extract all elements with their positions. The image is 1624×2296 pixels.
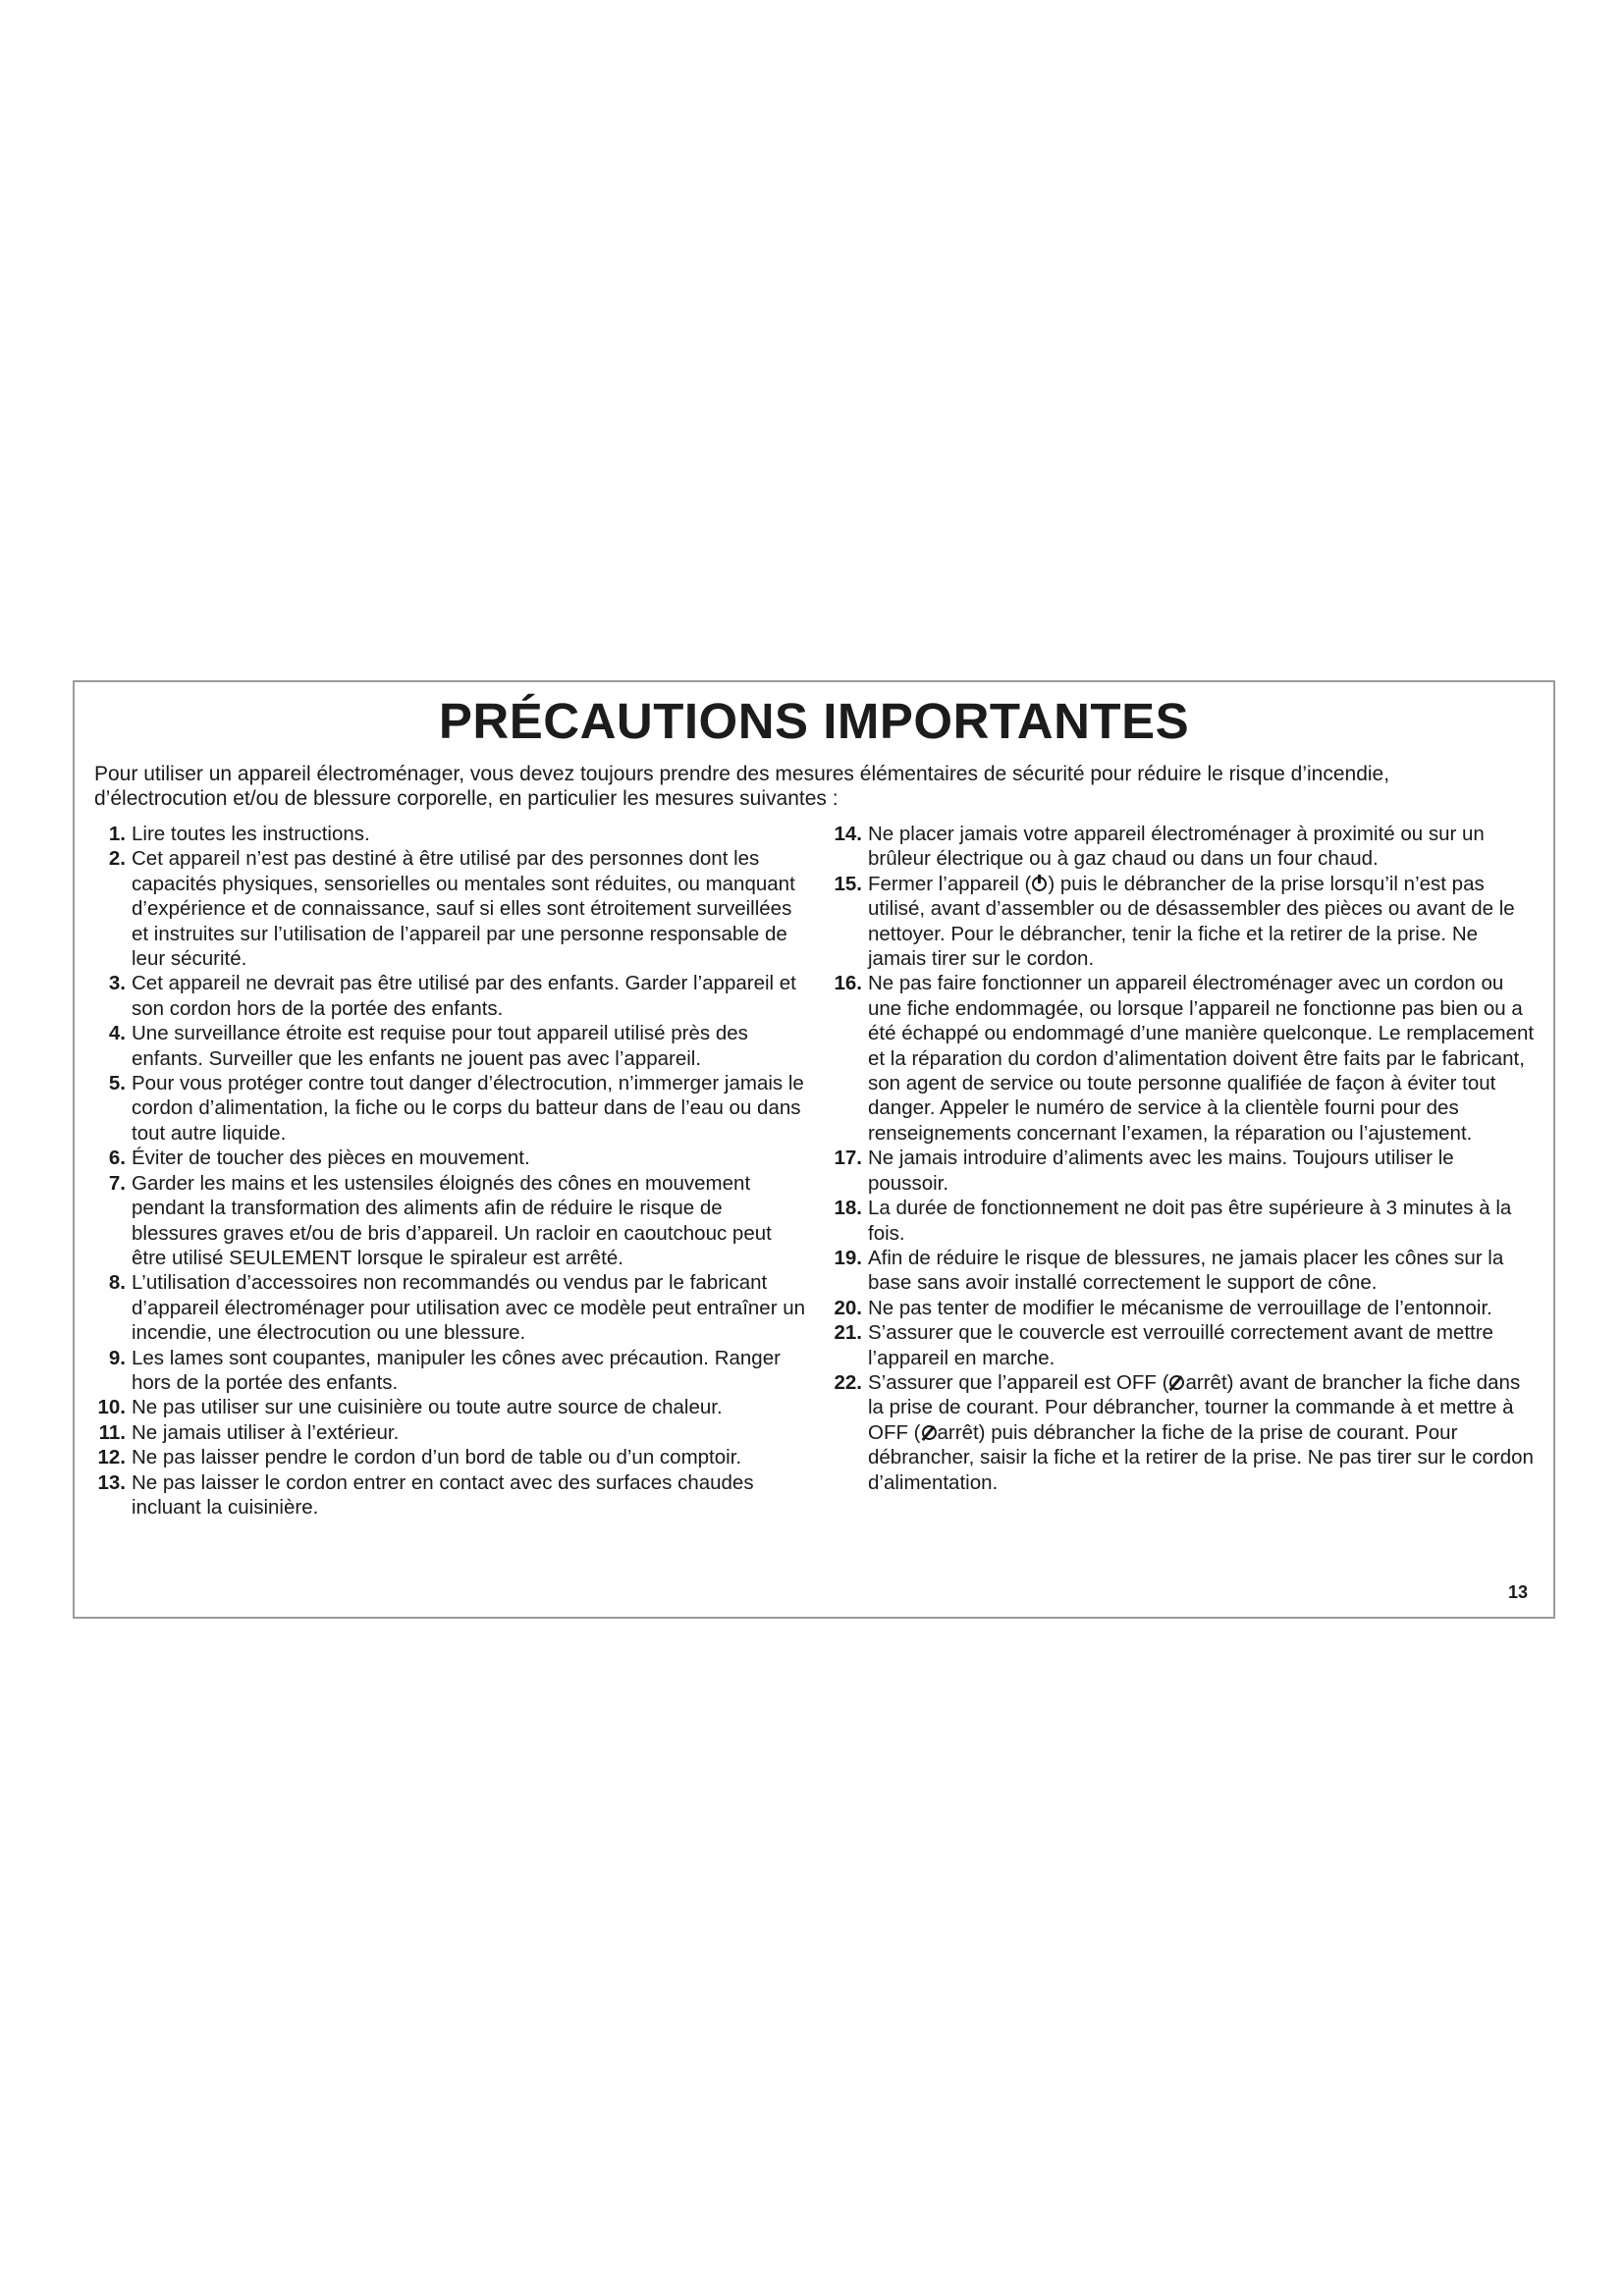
item-text: Afin de réduire le risque de blessures, ne jamais placer les cônes sur la base sans avoir installé correctement le support de cône.: [868, 1246, 1504, 1295]
item-number: 20.: [834, 1296, 862, 1319]
list-item: [94, 1346, 811, 1396]
item-number: 14.: [834, 823, 862, 845]
off-icon: [1169, 1375, 1184, 1390]
item-text: Une surveillance étroite est requise pour tout appareil utilisé près des enfants. Surveiller que les enfants ne jouent pas avec l’appareil.: [132, 1022, 748, 1070]
item-text: S’assurer que le couvercle est verrouillé correctement avant de mettre l’appareil en marche.: [868, 1321, 1493, 1369]
list-item: [94, 1470, 811, 1521]
item-text: Ne pas laisser pendre le cordon d’un bord de table ou d’un comptoir.: [132, 1446, 742, 1469]
item-text: Cet appareil ne devrait pas être utilisé par des enfants. Garder l’appareil et son cordon hors de la portée des enfants.: [132, 972, 796, 1020]
list-item: [94, 1270, 811, 1345]
item-number: 13.: [97, 1470, 126, 1494]
list-item: [94, 971, 811, 1021]
page-number: 13: [1507, 1582, 1528, 1602]
item-number: 2.: [108, 847, 126, 871]
item-text: ) puis le débrancher de la prise lorsqu’il n’est pas utilisé, avant d’assembler ou de désassembler des pièces ou avant de le nettoyer. Pour le débrancher, tenir la fiche et la retirer de la prise. Ne jamais tirer sur le cordon.: [868, 872, 1515, 971]
item-text: arrêt) avant de brancher la fiche dans la prise de courant. Pour débrancher, tourner la commande à et mettre à OFF (: [868, 1370, 1521, 1444]
list-item: [831, 1320, 1540, 1370]
item-number: 10.: [97, 1396, 126, 1419]
item-text: La durée de fonctionnement ne doit pas être supérieure à 3 minutes à la fois.: [868, 1197, 1512, 1245]
item-number: 4.: [108, 1022, 126, 1045]
list-item: [831, 1196, 1540, 1246]
list-item: [831, 822, 1540, 872]
item-number: 11.: [98, 1420, 126, 1444]
list-item: [831, 1296, 1540, 1320]
list-item: [831, 971, 1540, 1146]
item-number: 6.: [108, 1147, 126, 1170]
item-number: 1.: [108, 823, 126, 845]
item-number: 9.: [108, 1346, 126, 1369]
item-text: Garder les mains et les ustensiles éloignés des cônes en mouvement pendant la transformation des aliments afin de réduire le risque de blessures graves et/ou de bris d’appareil. Un racloir en caoutchouc peut être utilisé SEULEMENT lorsque le spiraleur est arrêté.: [132, 1171, 772, 1269]
list-item: [831, 1246, 1540, 1296]
item-text: Cet appareil n’est pas destiné à être utilisé par des personnes dont les capacités physiques, sensorielles ou mentales sont réduites, ou manquant d’expérience et de connaissance, sauf si elles sont étroitement surveillées et instruites sur l’utilisation de l’appareil par une personne responsable de leur sécurité.: [132, 847, 795, 971]
item-text: Pour vous protéger contre tout danger d’électrocution, n’immerger jamais le cordon d’alimentation, la fiche ou le corps du batteur dans de l’eau ou dans tout autre liquide.: [132, 1072, 804, 1145]
list-item: [831, 872, 1540, 972]
item-text: Ne pas faire fonctionner un appareil électroménager avec un cordon ou une fiche endommagée, ou lorsque l’appareil ne fonctionne pas bien ou a été échappé ou endommagé d’une manière quelconque. Le remplacement et la réparation du cordon d’alimentation doivent être faits par le fabricant, son agent de service ou toute personne qualifiée de façon à éviter tout danger. Appeler le numéro de service à la clientèle fourni pour des renseignements concernant l’examen, la réparation ou l’ajustement.: [868, 972, 1535, 1145]
item-text: Les lames sont coupantes, manipuler les cônes avec précaution. Ranger hors de la portée des enfants.: [132, 1346, 781, 1394]
item-number: 16.: [834, 972, 862, 995]
list-item: [94, 822, 811, 846]
item-text: Lire toutes les instructions.: [132, 823, 370, 845]
item-text: Ne pas tenter de modifier le mécanisme de verrouillage de l’entonnoir.: [868, 1296, 1492, 1319]
item-number: 12.: [97, 1446, 126, 1469]
item-number: 3.: [108, 972, 126, 995]
item-text: Ne placer jamais votre appareil électroménager à proximité ou sur un brûleur électrique ou à gaz chaud ou dans un four chaud.: [868, 823, 1485, 871]
item-number: 22.: [834, 1370, 862, 1394]
list-item: [94, 1420, 811, 1445]
item-number: 8.: [108, 1271, 126, 1295]
item-text: S’assurer que l’appareil est OFF (: [868, 1370, 1169, 1394]
list-item: [94, 1171, 811, 1271]
list-item: [94, 1445, 811, 1469]
intro-paragraph: Pour utiliser un appareil électroménager, vous devez toujours prendre des mesures élémentaires de sécurité pour réduire le risque d’incendie, d’électrocution et/ou de blessure corporelle, en particulier les mesures suivantes :: [94, 763, 1390, 810]
item-number: 21.: [834, 1321, 862, 1345]
power-icon: [1032, 877, 1047, 891]
item-text: arrêt) puis débrancher la fiche de la prise de courant. Pour débrancher, saisir la fiche et la retirer de la prise. Ne pas tirer sur le cordon d’alimentation.: [868, 1420, 1534, 1494]
item-number: 15.: [834, 872, 862, 895]
item-text: Fermer l’appareil (: [868, 872, 1032, 895]
item-text: Ne pas utiliser sur une cuisinière ou toute autre source de chaleur.: [132, 1396, 723, 1419]
off-icon: [922, 1425, 937, 1440]
item-text: Ne jamais utiliser à l’extérieur.: [132, 1420, 400, 1444]
list-item: [94, 1071, 811, 1146]
precautions-box: [73, 680, 1555, 1619]
list-item: [94, 1395, 811, 1419]
list-item: [831, 1146, 1540, 1196]
item-text: Ne jamais introduire d’aliments avec les mains. Toujours utiliser le poussoir.: [868, 1147, 1454, 1195]
item-text: Ne pas laisser le cordon entrer en contact avec des surfaces chaudes incluant la cuisinière.: [132, 1470, 754, 1519]
item-number: 7.: [108, 1171, 126, 1195]
right-column-list: [831, 822, 1540, 1495]
item-number: 19.: [834, 1246, 862, 1269]
item-number: 17.: [834, 1147, 862, 1170]
page-title: PRÉCAUTIONS IMPORTANTES: [438, 693, 1190, 749]
item-text: L’utilisation d’accessoires non recommandés ou vendus par le fabricant d’appareil électroménager pour utilisation avec ce modèle peut entraîner un incendie, une électrocution ou une blessure.: [132, 1271, 806, 1345]
list-item: [94, 1146, 811, 1170]
list-item: [94, 1021, 811, 1071]
item-number: 5.: [108, 1072, 126, 1095]
left-column-list: [94, 822, 811, 1520]
list-item: [831, 1370, 1540, 1495]
list-item: [94, 846, 811, 971]
item-text: Éviter de toucher des pièces en mouvement.: [132, 1147, 530, 1170]
item-number: 18.: [834, 1197, 862, 1220]
